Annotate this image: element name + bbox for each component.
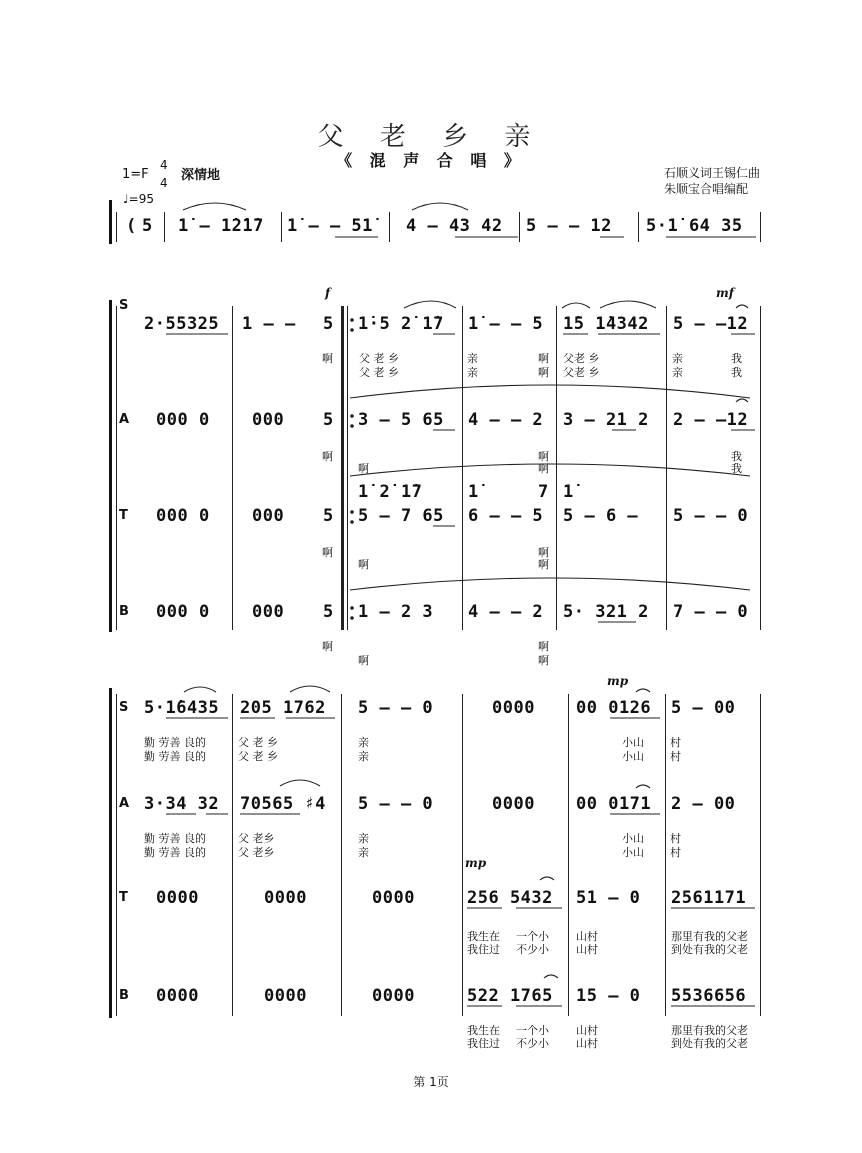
lyric: 啊 [538,462,549,475]
page-number: 第 1页 [413,1075,449,1089]
lyric: 啊 [538,558,549,571]
slur [404,301,456,308]
lyric: 山村 [576,943,598,956]
part-label-alto: A [119,412,130,427]
lyric: 亲 [467,366,478,379]
lyric: 父老 乡 [563,366,600,379]
bass-note: 5536656 [671,986,747,1006]
tie [350,464,750,476]
lyric: 山村 [576,1024,598,1037]
time-signature-bottom: 4 [160,176,168,190]
repeat-dot [350,328,354,332]
alto-note: 3 – 21 2 [563,410,649,430]
lyric: 亲 [358,832,369,845]
tenor-note: 256 5432 [467,888,553,908]
lyric: 啊 [358,654,369,667]
repeat-dot [350,510,354,514]
tenor-upper-note: 7 [538,482,549,502]
soprano-note: 00 0126 [576,698,652,718]
time-signature-top: 4 [160,158,168,172]
lyric: 啊 [322,450,333,463]
tenor-note: 5 – – 0 [673,506,749,526]
tenor-note: 5 – 7 65 [358,506,444,526]
bass-note: 000 [252,602,285,622]
dynamic-marking: mf [716,286,734,300]
alto-note: 2 – 00 [671,794,736,814]
slur [736,305,748,308]
bass-note: 0000 [372,986,415,1006]
part-label-bass: B [119,988,129,1003]
lyric: 父 老 乡 [238,736,278,749]
lyric: 啊 [538,366,549,379]
slur [412,203,468,210]
lyric: 一个小 [516,1024,549,1037]
lyric: 亲 [358,846,369,859]
bass-note: 1 – 2 3 [358,602,434,622]
slur [290,686,330,692]
intro-note: 5 [142,216,153,236]
lyric: 我住过 [467,943,500,956]
alto-note: 3 – 5 65 [358,410,444,430]
lyric: 亲 [467,352,478,365]
slur [600,301,656,308]
lyric: 勤 劳善 良的 [144,750,206,763]
soprano-note: 205 1762 [240,698,326,718]
soprano-note: 1̇ – – 5 [468,314,544,334]
bass-note: 15 – 0 [576,986,641,1006]
slur [540,877,554,880]
slur [280,780,320,786]
alto-note: 70565 ♯4 [240,794,326,814]
lyric: 我 [731,462,742,475]
alto-note: 000 0 [156,410,210,430]
alto-note: 2 – –12 [673,410,749,430]
intro-note: 1̇ – 1̇2̇1̇7 [178,216,264,236]
tenor-upper-note: 1̇ [563,482,574,502]
tenor-note: 000 [252,506,285,526]
part-label-soprano: S [119,700,129,715]
repeat-dot [350,606,354,610]
lyric: 村 [670,736,681,749]
slur [184,687,216,692]
lyric: 村 [670,846,681,859]
intro-paren: ( [126,216,137,236]
repeat-dot [350,318,354,322]
bass-note: 4 – – 2 [468,602,544,622]
soprano-note: 1̇5 1̇4342 [563,314,649,334]
lyric: 父 老乡 [238,846,275,859]
soprano-note: 1̇·5 2̇ 1̇7 [358,314,444,334]
lyric: 啊 [322,546,333,559]
bass-note: 5· 321 2 [563,602,649,622]
intro-note: 5 – – 12 [526,216,612,236]
soprano-note: 5 – –12 [673,314,749,334]
lyric: 那里有我的父老 [671,1024,748,1037]
tenor-upper-note: 1̇ [468,482,479,502]
tie [350,385,750,398]
tenor-note: 0000 [264,888,307,908]
lyric: 亲 [672,366,683,379]
soprano-note: 5·1̇6435 [144,698,220,718]
tenor-note: 2561171 [671,888,747,908]
slur [736,399,748,402]
alto-note: 5 – – 0 [358,794,434,814]
lyric: 山村 [576,1037,598,1050]
lyric: 小山 [622,846,644,859]
song-subtitle: 《 混 声 合 唱 》 [336,151,526,170]
lyric: 村 [670,832,681,845]
lyric: 我 [731,366,742,379]
alto-note: 3·34 32 [144,794,220,814]
lyric: 父老 乡 [563,352,600,365]
lyric: 一个小 [516,930,549,943]
bass-note: 522 1765 [467,986,553,1006]
lyric: 亲 [358,750,369,763]
lyric: 村 [670,750,681,763]
lyric: 山村 [576,930,598,943]
slur [562,303,590,308]
lyric: 小山 [622,832,644,845]
repeat-dot [350,520,354,524]
slur [183,203,246,210]
tenor-note: 6 – – 5 [468,506,544,526]
lyric: 啊 [322,352,333,365]
lyric: 啊 [538,450,549,463]
soprano-note: 1 – – [242,314,296,334]
lyric: 父 老 乡 [359,366,399,379]
lyric: 不少小 [516,1037,549,1050]
tenor-note: 5 – 6 – [563,506,639,526]
credit-arranger: 朱顺宝合唱编配 [664,182,749,196]
part-label-alto: A [119,796,130,811]
alto-note: 0000 [492,794,535,814]
tempo-marking: ♩=95 [123,192,154,206]
lyric: 父 老 乡 [359,352,399,365]
tie [350,578,750,590]
lyric: 啊 [538,640,549,653]
lyric: 勤 劳善 良的 [144,846,206,859]
bass-note: 5 [323,602,334,622]
slur [636,689,650,692]
lyric: 不少小 [516,943,549,956]
song-title: 父 老 乡 亲 [317,122,545,152]
lyric: 啊 [538,654,549,667]
lyric: 啊 [538,546,549,559]
bass-note: 0000 [264,986,307,1006]
repeat-dot [350,424,354,428]
bass-note: 0000 [156,986,199,1006]
tenor-upper-note: 1̇ 2̇ 1̇7 [358,482,423,502]
soprano-note: 5 [323,314,334,334]
lyric: 到处有我的父老 [671,1037,748,1050]
key-signature: 1=F [122,167,149,182]
alto-note: 00 0171 [576,794,652,814]
tenor-note: 000 0 [156,506,210,526]
part-label-soprano: S [119,298,129,313]
lyric: 啊 [538,352,549,365]
intro-note: 1̇ – – 51̇ [287,216,373,236]
alto-note: 000 [252,410,285,430]
alto-note: 4 – – 2 [468,410,544,430]
soprano-note: 5 – 00 [671,698,736,718]
dynamic-marking: mp [607,674,629,688]
bass-note: 000 0 [156,602,210,622]
tenor-note: 0000 [372,888,415,908]
repeat-dot [350,616,354,620]
lyric: 亲 [358,736,369,749]
repeat-dot [350,414,354,418]
lyric: 我 [731,352,742,365]
tenor-note: 5 [323,506,334,526]
lyric: 到处有我的父老 [671,943,748,956]
lyric: 我生在 [467,1024,500,1037]
part-label-tenor: T [119,508,128,523]
lyric: 父 老 乡 [238,750,278,763]
soprano-note: 0000 [492,698,535,718]
slur [544,975,558,978]
lyric: 啊 [358,462,369,475]
dynamic-marking: mp [465,856,487,870]
part-label-tenor: T [119,890,128,905]
soprano-note: 5 – – 0 [358,698,434,718]
lyric: 那里有我的父老 [671,930,748,943]
lyric: 小山 [622,750,644,763]
part-label-bass: B [119,604,129,619]
expression-marking: 深情地 [181,168,221,183]
lyric: 我 [731,450,742,463]
slur [636,785,650,788]
lyric: 父 老乡 [238,832,275,845]
credit-lyricist-composer: 石顺义词王锡仁曲 [664,166,761,180]
lyric: 我生在 [467,930,500,943]
alto-note: 5 [323,410,334,430]
lyric: 我住过 [467,1037,500,1050]
intro-note: 4 – 43 42 [406,216,503,236]
intro-note: 5·1̇ 64 35 [646,216,743,236]
lyric: 勤 劳善 良的 [144,832,206,845]
tenor-note: 0000 [156,888,199,908]
lyric: 啊 [358,558,369,571]
lyric: 亲 [672,352,683,365]
dynamic-marking: f [325,286,331,300]
bass-note: 7 – – 0 [673,602,749,622]
lyric: 小山 [622,736,644,749]
tenor-note: 51 – 0 [576,888,641,908]
lyric: 勤 劳善 良的 [144,736,206,749]
soprano-note: 2·55325 [144,314,220,334]
lyric: 啊 [322,640,333,653]
